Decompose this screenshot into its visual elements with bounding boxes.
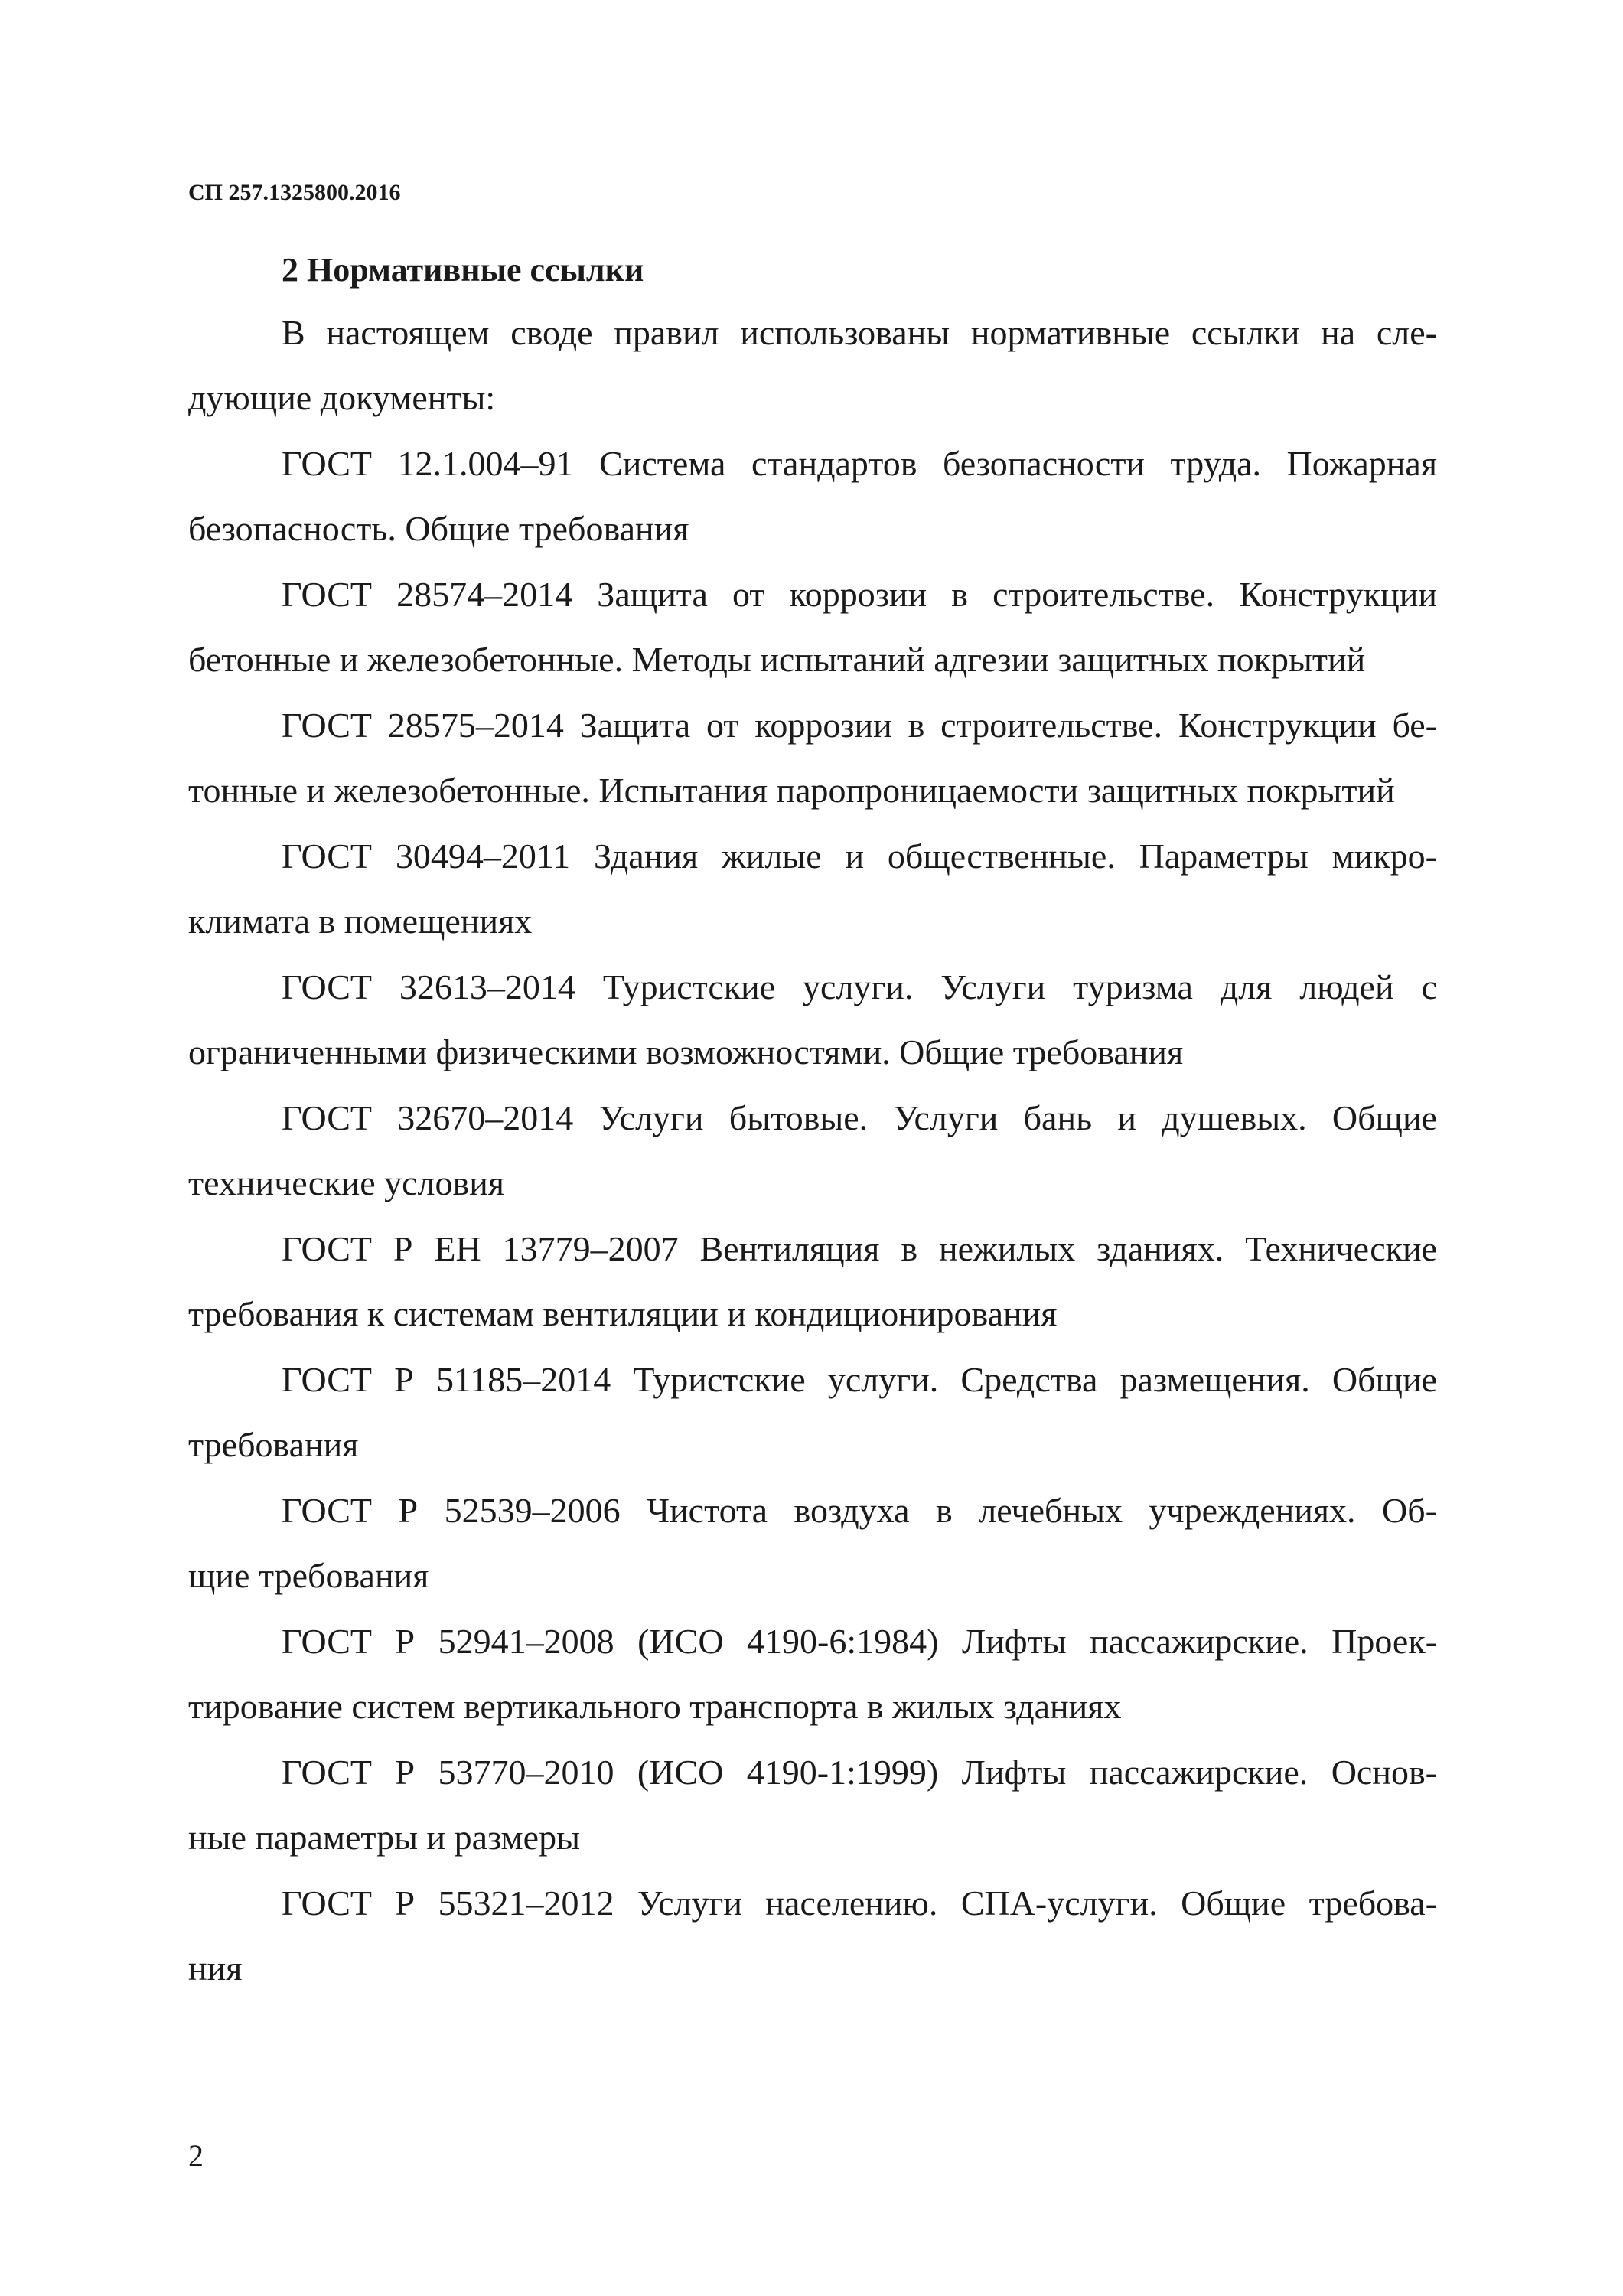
paragraph-line: ГОСТ Р 51185–2014 Туристские услуги. Средства размещения. Общие <box>282 1360 1437 1399</box>
paragraph-line: ГОСТ 32613–2014 Туристские услуги. Услуги туризма для людей с <box>282 967 1437 1006</box>
paragraph-line: ГОСТ 12.1.004–91 Система стандартов безопасности труда. Пожарная <box>282 444 1437 483</box>
paragraph-line: требования к системам вентиляции и кондиционирования <box>188 1294 1058 1333</box>
reference-item <box>188 1085 1437 1215</box>
reference-item <box>188 1347 1437 1477</box>
reference-item <box>188 1478 1437 1608</box>
page-number: 2 <box>188 2138 204 2173</box>
paragraph-line: ния <box>188 1949 243 1988</box>
document-code: СП 257.1325800.2016 <box>188 180 401 205</box>
paragraph-line: климата в помещениях <box>188 902 533 941</box>
paragraph-line: требования <box>188 1425 359 1464</box>
reference-item <box>188 431 1437 561</box>
paragraph-line: безопасность. Общие требования <box>188 509 689 548</box>
reference-item <box>188 954 1437 1084</box>
paragraph-line: бетонные и железобетонные. Методы испытаний адгезии защитных покрытий <box>188 640 1366 679</box>
paragraph-line: ГОСТ Р 53770–2010 (ИСО 4190-1:1999) Лифты пассажирские. Основ- <box>282 1753 1437 1792</box>
reference-item <box>188 1870 1437 2001</box>
paragraph-line: ГОСТ 30494–2011 Здания жилые и общественные. Параметры микро- <box>282 837 1437 876</box>
reference-item <box>188 823 1437 954</box>
reference-intro-paragraph <box>188 300 1437 430</box>
page-content <box>188 247 1437 2001</box>
paragraph-line: ГОСТ Р 55321–2012 Услуги населению. СПА-услуги. Общие требова- <box>282 1883 1437 1923</box>
reference-item <box>188 1740 1437 1870</box>
reference-item <box>188 693 1437 823</box>
paragraph-line: ограниченными физическими возможностями. Общие требования <box>188 1032 1184 1071</box>
paragraph-line: ные параметры и размеры <box>188 1818 580 1857</box>
reference-item <box>188 562 1437 692</box>
section-heading: 2 Нормативные ссылки <box>282 251 644 289</box>
paragraph-line: технические условия <box>188 1163 505 1202</box>
paragraph-line: тирование систем вертикального транспорта в жилых зданиях <box>188 1687 1122 1726</box>
paragraph-line: ГОСТ Р 52941–2008 (ИСО 4190-6:1984) Лифты пассажирские. Проек- <box>282 1622 1437 1661</box>
paragraph-line: ГОСТ Р 52539–2006 Чистота воздуха в лечебных учреждениях. Об- <box>282 1491 1437 1530</box>
paragraph-line: ГОСТ Р ЕН 13779–2007 Вентиляция в нежилых зданиях. Технические <box>282 1229 1437 1268</box>
paragraph-line: тонные и железобетонные. Испытания паропроницаемости защитных покрытий <box>188 771 1395 810</box>
paragraph-line: ГОСТ 28574–2014 Защита от коррозии в строительстве. Конструкции <box>282 575 1437 614</box>
reference-item <box>188 1609 1437 1739</box>
paragraph-line: ГОСТ 28575–2014 Защита от коррозии в строительстве. Конструкции бе- <box>282 706 1437 745</box>
paragraph-line: В настоящем своде правил использованы нормативные ссылки на сле- <box>282 313 1437 352</box>
paragraph-line: щие требования <box>188 1556 429 1595</box>
reference-item <box>188 1216 1437 1346</box>
paragraph-line: дующие документы: <box>188 378 496 417</box>
paragraph-line: ГОСТ 32670–2014 Услуги бытовые. Услуги бань и душевых. Общие <box>282 1098 1437 1137</box>
